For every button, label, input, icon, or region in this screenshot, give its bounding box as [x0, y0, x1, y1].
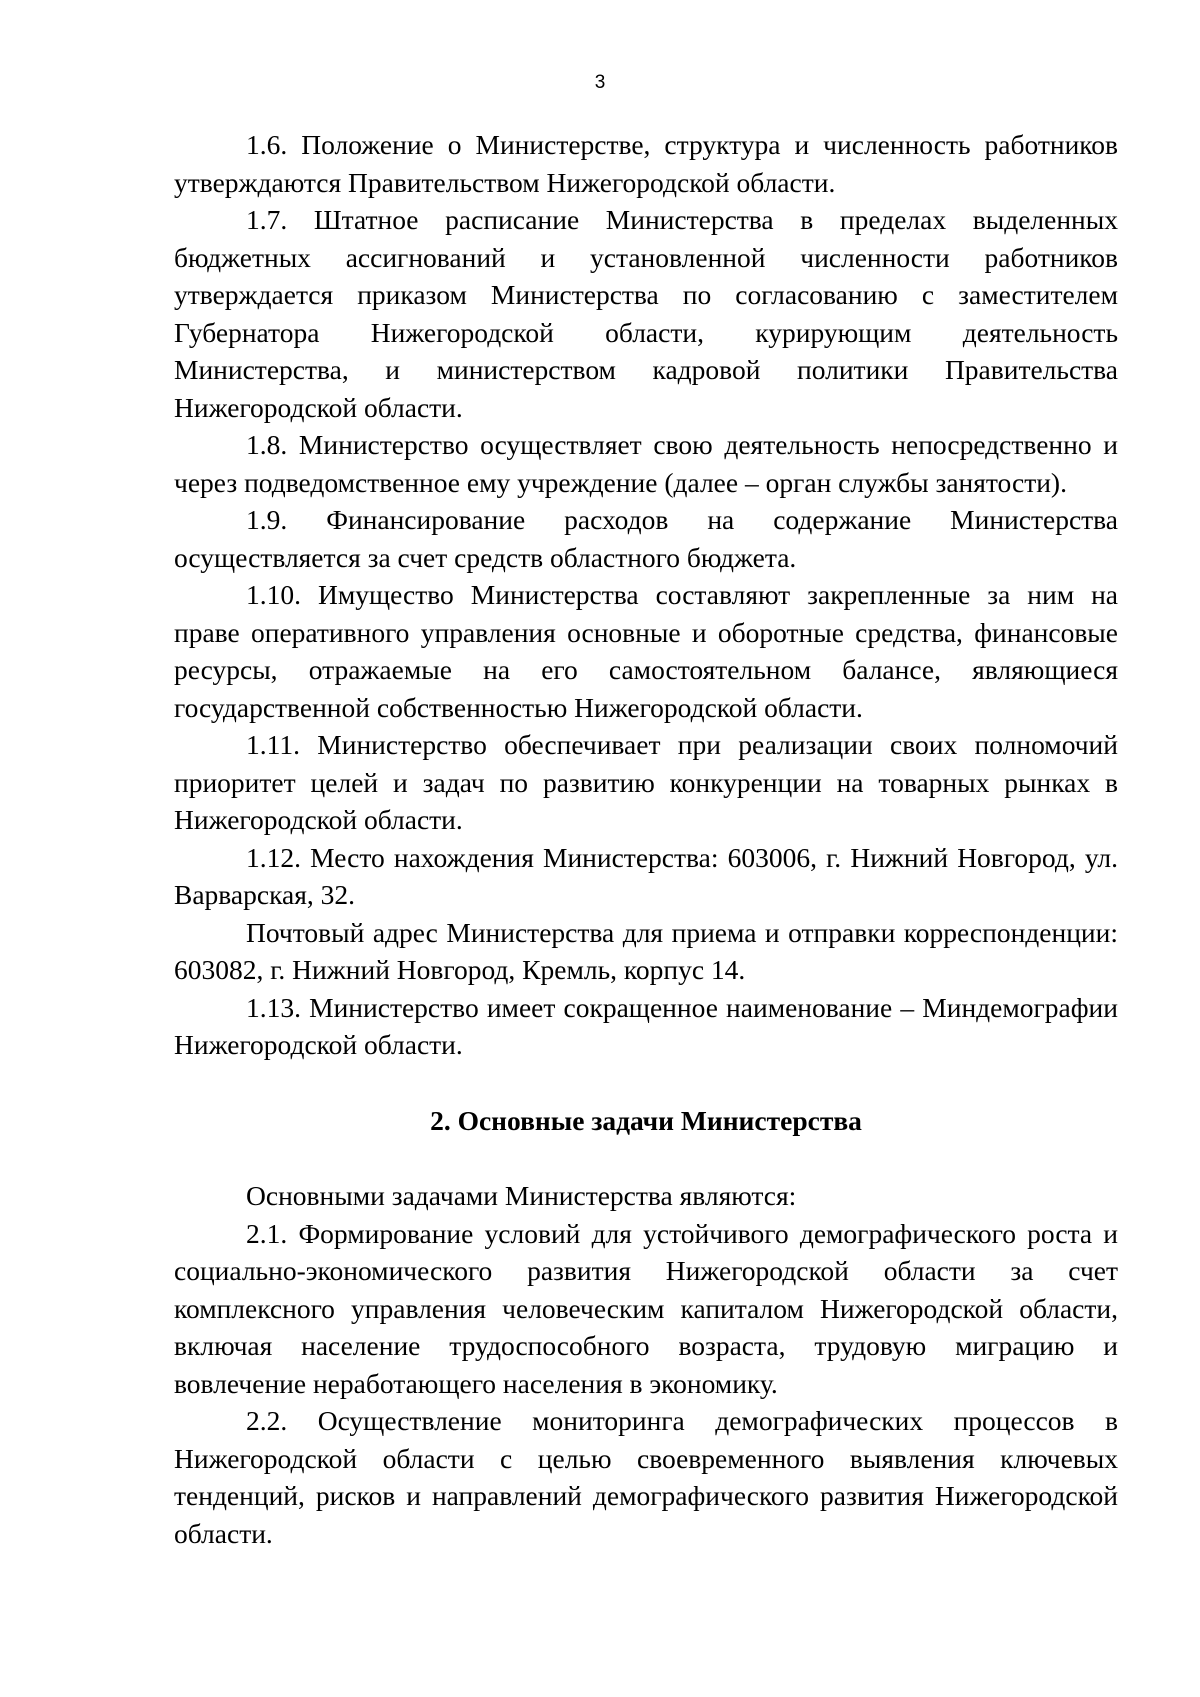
- paragraph-1-7: 1.7. Штатное расписание Министерства в пределах выделенных бюджетных ассигнований и установленной численности работников утверждается приказом Министерства по согласованию с заместителем Губернатора Нижегородской области, курирующим деятельность Министерства, и министерством кадровой политики Правительства Нижегородской области.: [174, 204, 1118, 423]
- document-body: [174, 126, 1118, 1552]
- section-2-heading: 2. Основные задачи Министерства: [430, 1104, 862, 1136]
- paragraph-1-8: 1.8. Министерство осуществляет свою деятельность непосредственно и через подведомственное ему учреждение (далее – орган службы занятости).: [174, 429, 1118, 498]
- page-number: 3: [594, 72, 606, 93]
- section-2-intro: Основными задачами Министерства являются:: [246, 1180, 797, 1211]
- paragraph-2-1: 2.1. Формирование условий для устойчивого демографического роста и социально-экономического развития Нижегородской области за счет комплексного управления человеческим капиталом Нижегородской области, включая население трудоспособного возраста, трудовую миграцию и вовлечение неработающего населения в экономику.: [174, 1217, 1118, 1399]
- paragraph-postal-address: Почтовый адрес Министерства для приема и отправки корреспонденции: 603082, г. Нижний Новгород, Кремль, корпус 14.: [174, 916, 1118, 985]
- paragraph-1-13: 1.13. Министерство имеет сокращенное наименование – Миндемографии Нижегородской области.: [174, 991, 1118, 1060]
- paragraph-1-9: 1.9. Финансирование расходов на содержание Министерства осуществляется за счет средств областного бюджета.: [174, 504, 1118, 573]
- paragraph-1-6: 1.6. Положение о Министерстве, структура и численность работников утверждаются Правительством Нижегородской области.: [174, 129, 1118, 198]
- paragraph-1-10: 1.10. Имущество Министерства составляют закрепленные за ним на праве оперативного управления основные и оборотные средства, финансовые ресурсы, отражаемые на его самостоятельном балансе, являющиеся государственной собственностью Нижегородской области.: [174, 579, 1118, 723]
- paragraph-1-12: 1.12. Место нахождения Министерства: 603006, г. Нижний Новгород, ул. Варварская, 32.: [174, 841, 1118, 910]
- paragraph-1-11: 1.11. Министерство обеспечивает при реализации своих полномочий приоритет целей и задач по развитию конкуренции на товарных рынках в Нижегородской области.: [174, 729, 1118, 835]
- paragraph-2-2: 2.2. Осуществление мониторинга демографических процессов в Нижегородской области с целью своевременного выявления ключевых тенденций, рисков и направлений демографического развития Нижегородской области.: [174, 1405, 1118, 1549]
